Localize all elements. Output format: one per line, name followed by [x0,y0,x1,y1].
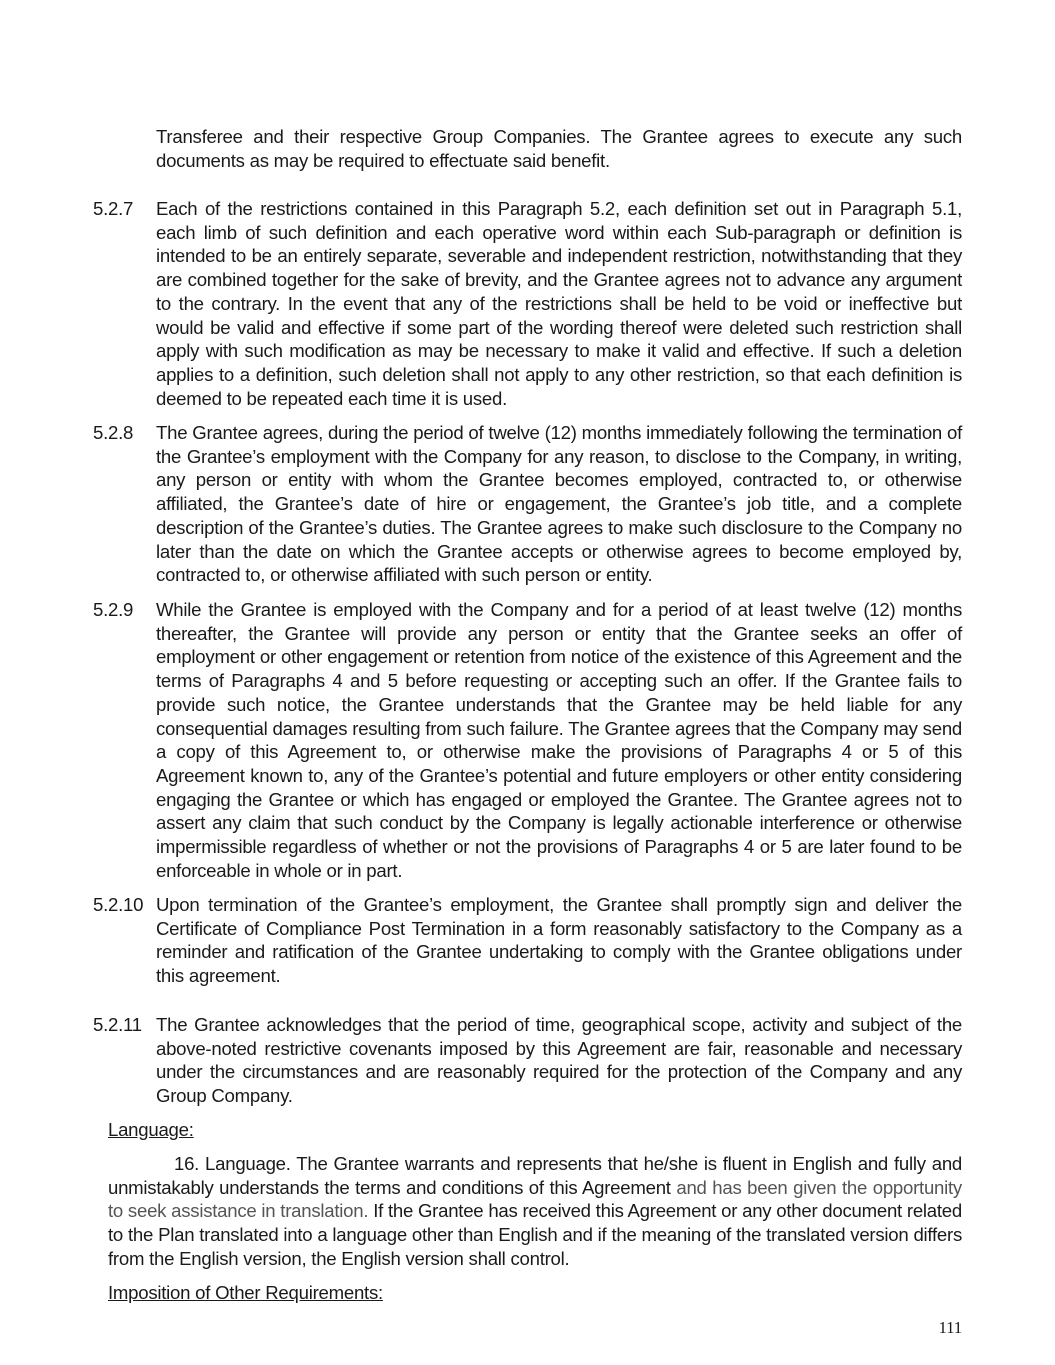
language-paragraph [108,1152,962,1271]
section-text-5-2-10: Upon termination of the Grantee’s employment, the Grantee shall promptly sign and deliver the Certificate of Compliance Post Termination in a form reasonably satisfactory to the Company as a reminder and ratification of the Grantee undertaking to comply with the Grantee obligations under this agreement. [156,894,962,987]
language-paragraph-part3: If the Grantee has received this Agreement or any other document related to the Plan translated into a language other than English and if the meaning of the translated version differs from the English version, the English version shall control. [108,1200,962,1269]
section-number-5-2-7: 5.2.7 [93,198,134,219]
section-number-5-2-9: 5.2.9 [93,599,134,620]
section-text-5-2-11: The Grantee acknowledges that the period of time, geographical scope, activity and subject of the above-noted restrictive covenants imposed by this Agreement are fair, reasonable and necessary under the circumstances and are reasonably required for the protection of the Company and any Group Company. [156,1014,962,1107]
intro-paragraph: Transferee and their respective Group Companies. The Grantee agrees to execute any such documents as may be required to effectuate said benefit. [156,126,962,171]
imposition-heading: Imposition of Other Requirements: [108,1282,383,1303]
section-text-5-2-7: Each of the restrictions contained in this Paragraph 5.2, each definition set out in Paragraph 5.1, each limb of such definition and each operative word within each Sub-paragraph or definition is intended to be an entirely separate, severable and independent restriction, notwithstanding that they are combined together for the sake of brevity, and the Grantee agrees not to advance any argument to the contrary. In the event that any of the restrictions shall be held to be void or ineffective but would be valid and effective if some part of the wording thereof were deleted such restriction shall apply with such modification as may be necessary to make it valid and effective. If such a deletion applies to a definition, such deletion shall not apply to any other restriction, so that each definition is deemed to be repeated each time it is used. [156,198,962,409]
section-text-5-2-9: While the Grantee is employed with the Company and for a period of at least twelve (12) months thereafter, the Grantee will provide any person or entity that the Grantee seeks an offer of employment or other engagement or retention from notice of the existence of this Agreement and the terms of Paragraphs 4 and 5 before requesting or accepting such an offer. If the Grantee fails to provide such notice, the Grantee understands that the Grantee may be held liable for any consequential damages resulting from such failure. The Grantee agrees that the Company may send a copy of this Agreement to, or otherwise make the provisions of Paragraphs 4 or 5 of this Agreement known to, any of the Grantee’s potential and future employers or other entity considering engaging the Grantee or which has engaged or employed the Grantee. The Grantee agrees not to assert any claim that such conduct by the Company is legally actionable interference or otherwise impermissible regardless of whether or not the provisions of Paragraphs 4 or 5 are later found to be enforceable in whole or in part. [156,599,962,881]
page-number: 111 [938,1318,962,1337]
language-heading: Language: [108,1119,194,1140]
language-paragraph-part1: 16. Language. The Grantee warrants and represents that he/she is fluent in English and fully and unmistakably understands the terms and conditions of this Agreement [108,1153,962,1198]
section-text-5-2-8: The Grantee agrees, during the period of twelve (12) months immediately following the termination of the Grantee’s employment with the Company for any reason, to disclose to the Company, in writing, any person or entity with whom the Grantee becomes employed, contracted to, or otherwise affiliated, the Grantee’s date of hire or engagement, the Grantee’s job title, and a complete description of the Grantee’s duties. The Grantee agrees to make such disclosure to the Company no later than the date on which the Grantee accepts or otherwise agrees to become employed by, contracted to, or otherwise affiliated with such person or entity. [156,422,962,586]
section-number-5-2-10: 5.2.10 [93,894,144,915]
section-number-5-2-8: 5.2.8 [93,422,134,443]
section-number-5-2-11: 5.2.11 [93,1014,142,1035]
language-paragraph-part2: and has been given the opportunity to seek assistance in translation. [108,1176,962,1222]
